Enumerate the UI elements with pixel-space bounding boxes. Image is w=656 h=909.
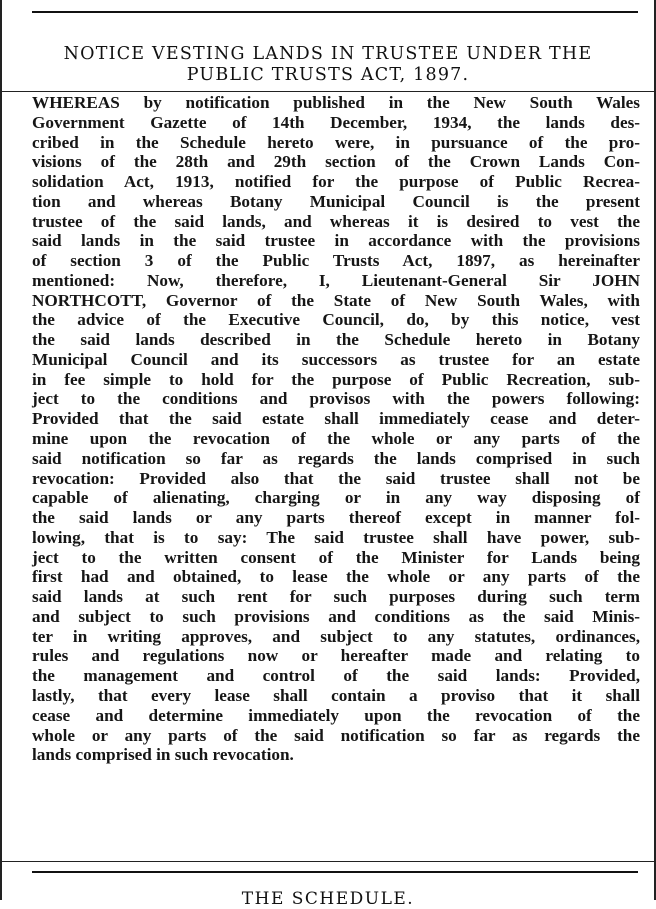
notice-body-line: revocation: Provided also that the said trustee shall not be <box>32 468 640 488</box>
notice-heading-line-1: NOTICE VESTING LANDS IN TRUSTEE UNDER THE <box>63 44 593 64</box>
notice-body-line: in fee simple to hold for the purpose of Public Recreation, sub- <box>32 369 640 389</box>
notice-body-line: lastly, that every lease shall contain a proviso that it shall <box>32 685 640 705</box>
notice-body-line: the management and control of the said lands: Provided, <box>32 666 640 686</box>
notice-heading-line-2: PUBLIC TRUSTS ACT, 1897. <box>186 65 470 85</box>
notice-body-line: cease and determine immediately upon the revocation of the <box>32 705 640 725</box>
heading-divider <box>0 91 656 92</box>
bottom-divider <box>0 861 656 862</box>
notice-body-line: visions of the 28th and 29th section of the Crown Lands Con- <box>32 152 640 172</box>
notice-body-line: trustee of the said lands, and whereas it is desired to vest the <box>32 211 640 231</box>
notice-body-line: tion and whereas Botany Municipal Council is the present <box>32 191 640 211</box>
notice-body-line: cribed in the Schedule hereto were, in pursuance of the pro- <box>32 132 640 152</box>
top-rule <box>32 11 638 13</box>
notice-body-line: and subject to such provisions and conditions as the said Minis- <box>32 606 640 626</box>
bottom-rule <box>32 871 638 873</box>
notice-body-line: WHEREAS by notification published in the New South Wales <box>32 93 640 112</box>
notice-body-line: mine upon the revocation of the whole or any parts of the <box>32 429 640 449</box>
notice-body-line: the advice of the Executive Council, do, by this notice, vest <box>32 310 640 330</box>
notice-body-line: the said lands described in the Schedule hereto in Botany <box>32 330 640 350</box>
notice-body-line: lowing, that is to say: The said trustee shall have power, sub- <box>32 527 640 547</box>
notice-body-line: first had and obtained, to lease the whole or any parts of the <box>32 567 640 587</box>
notice-body-line: mentioned: Now, therefore, I, Lieutenant-General Sir JOHN <box>32 270 640 290</box>
notice-body-line: Government Gazette of 14th December, 1934, the lands des- <box>32 112 640 132</box>
notice-body-line: rules and regulations now or hereafter made and relating to <box>32 646 640 666</box>
notice-body-line: Provided that the said estate shall immediately cease and deter- <box>32 409 640 429</box>
notice-body-line: ter in writing approves, and subject to any statutes, ordinances, <box>32 626 640 646</box>
notice-body-line: solidation Act, 1913, notified for the purpose of Public Recrea- <box>32 172 640 192</box>
notice-body-line: the said lands or any parts thereof except in manner fol- <box>32 508 640 528</box>
notice-body-line: ject to the written consent of the Minister for Lands being <box>32 547 640 567</box>
notice-body-line: said lands in the said trustee in accordance with the provisions <box>32 231 640 251</box>
notice-body-line: ject to the conditions and provisos with the powers following: <box>32 389 640 409</box>
notice-body-line: said lands at such rent for such purposes during such term <box>32 587 640 607</box>
notice-body-line: of section 3 of the Public Trusts Act, 1897, as hereinafter <box>32 251 640 271</box>
left-column-border <box>0 0 2 900</box>
notice-body-line: Municipal Council and its successors as trustee for an estate <box>32 349 640 369</box>
next-section-heading: THE SCHEDULE. <box>241 889 415 909</box>
notice-body-line: capable of alienating, charging or in any way disposing of <box>32 488 640 508</box>
notice-body-line: lands comprised in such revocation. <box>32 745 294 765</box>
notice-body-line: whole or any parts of the said notification so far as regards the <box>32 725 640 745</box>
notice-body <box>32 93 640 765</box>
notice-heading <box>8 44 648 86</box>
notice-body-line: said notification so far as regards the lands comprised in such <box>32 448 640 468</box>
notice-body-line: NORTHCOTT, Governor of the State of New South Wales, with <box>32 290 640 310</box>
